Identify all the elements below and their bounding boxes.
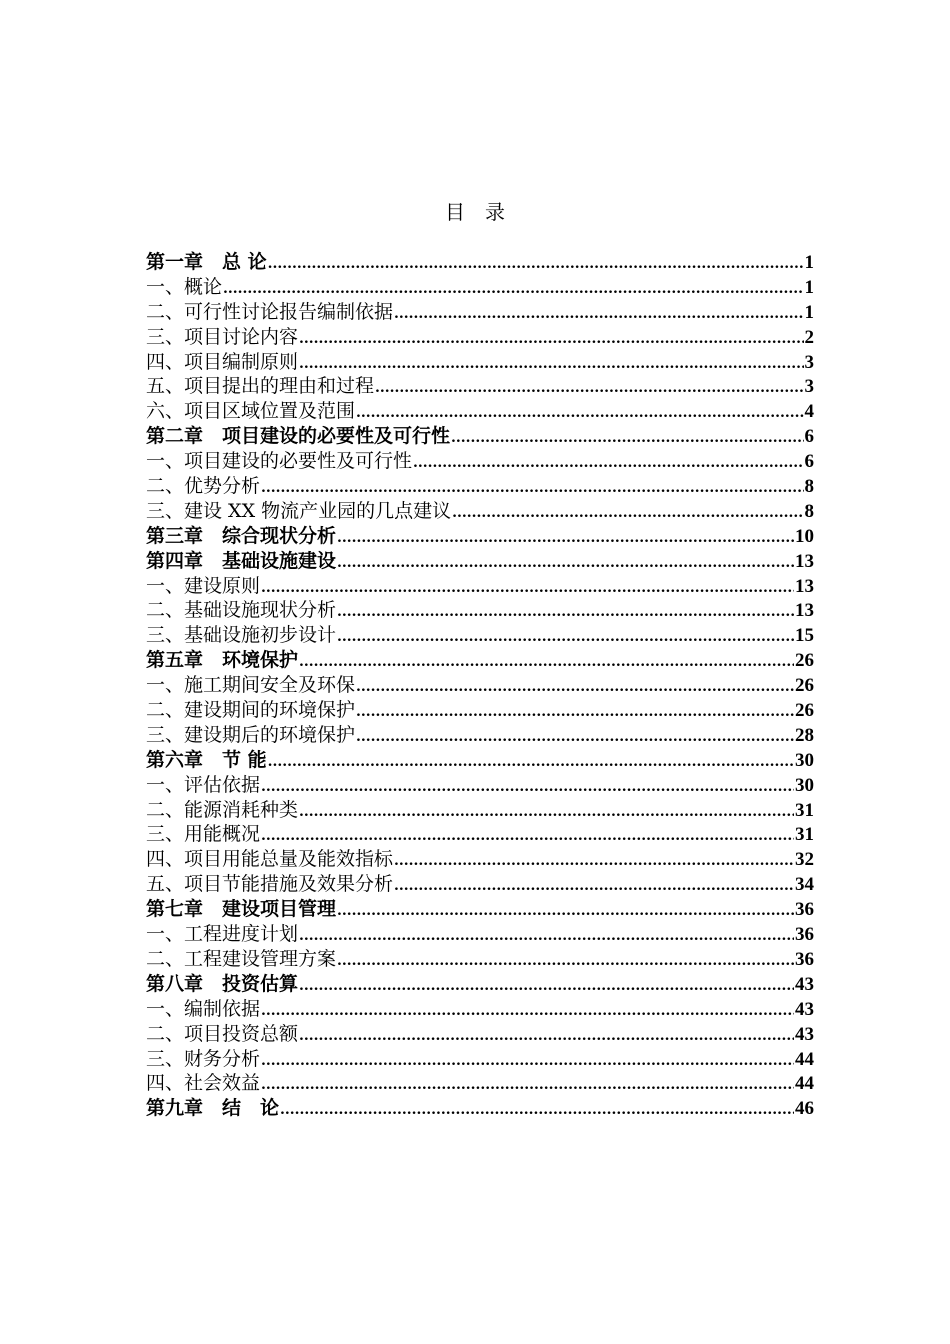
toc-page-number: 1 [804,252,814,273]
toc-page-number: 8 [804,476,814,498]
toc-entry-label: 五、项目提出的理由和过程 [146,375,375,398]
toc-page-number: 1 [804,301,814,323]
toc-entry-label: 二、可行性讨论报告编制依据 [146,300,394,323]
dot-leader [261,576,794,599]
toc-page-number: 2 [804,326,814,348]
toc-section-entry[interactable] [146,947,814,972]
toc-entry-label: 三、用能概况 [146,823,261,846]
toc-section-entry[interactable] [146,399,814,424]
toc-entry-label: 一、工程进度计划 [146,923,299,946]
toc-chapter-entry[interactable] [146,424,814,449]
toc-page-number: 13 [795,600,814,622]
toc-page-number: 31 [795,799,814,821]
toc-entry-label: 一、建设原则 [146,574,261,597]
toc-entry-label: 五、项目节能措施及效果分析 [146,873,394,896]
toc-page-number: 43 [795,973,814,995]
toc-page-number: 4 [804,401,814,423]
toc-entry-label: 二、优势分析 [146,475,261,498]
dot-leader [356,725,794,748]
toc-page-number: 36 [795,924,814,946]
toc-entry-label: 四、社会效益 [146,1072,261,1095]
toc-entry-label: 三、建设 XX 物流产业园的几点建议 [146,499,452,522]
toc-section-entry[interactable] [146,723,814,748]
toc-section-entry[interactable] [146,449,814,474]
toc-section-entry[interactable] [146,997,814,1022]
toc-section-entry[interactable] [146,574,814,599]
dot-leader [268,750,794,773]
dot-leader [337,899,794,922]
toc-page-number: 43 [795,1023,814,1045]
toc-section-entry[interactable] [146,1047,814,1072]
toc-page-number: 36 [795,948,814,970]
toc-page-number: 6 [804,426,814,448]
dot-leader [337,600,794,623]
toc-title [0,198,950,226]
dot-leader [356,401,803,424]
toc-chapter-entry[interactable] [146,549,814,574]
dot-leader [261,1073,794,1096]
toc-section-entry[interactable] [146,1022,814,1047]
toc-section-entry[interactable] [146,822,814,847]
dot-leader [337,625,794,648]
dot-leader [394,849,794,872]
toc-section-entry[interactable] [146,1071,814,1096]
dot-leader [261,824,794,847]
toc-section-entry[interactable] [146,798,814,823]
toc-entry-label: 四、项目用能总量及能效指标 [146,848,394,871]
toc-section-entry[interactable] [146,872,814,897]
toc-entry-label: 三、建设期后的环境保护 [146,723,356,746]
toc-section-entry[interactable] [146,598,814,623]
dot-leader [299,1024,794,1047]
dot-leader [299,352,803,375]
dot-leader [299,327,803,350]
toc-section-entry[interactable] [146,847,814,872]
dot-leader [337,551,794,574]
dot-leader [451,426,803,449]
toc-page-number: 44 [795,1048,814,1070]
toc-entry-label: 一、评估依据 [146,773,261,796]
dot-leader [261,476,803,499]
toc-entry-label: 一、概论 [146,275,223,298]
toc-page-number: 13 [795,550,814,572]
dot-leader [394,302,803,325]
toc-page-number: 8 [804,500,814,522]
toc-section-entry[interactable] [146,350,814,375]
toc-section-entry[interactable] [146,300,814,325]
toc-chapter-entry[interactable] [146,972,814,997]
toc-page-number: 3 [804,376,814,398]
dot-leader [268,252,804,275]
dot-leader [337,949,794,972]
dot-leader [452,501,803,524]
toc-entry-label: 一、编制依据 [146,997,261,1020]
toc-entry-label: 第三章 综合现状分析 [146,524,337,547]
toc-entry-label: 第六章 节 能 [146,748,267,771]
toc-page-number: 31 [795,824,814,846]
toc-entry-label: 第二章 项目建设的必要性及可行性 [146,425,451,448]
toc-page-number: 10 [795,525,814,547]
toc-page-number: 28 [795,724,814,746]
dot-leader [337,526,794,549]
table-of-contents [146,250,814,1121]
toc-page-number: 46 [795,1098,814,1120]
toc-entry-label: 二、基础设施现状分析 [146,599,337,622]
toc-page-number: 3 [804,351,814,373]
toc-entry-label: 二、能源消耗种类 [146,798,299,821]
dot-leader [394,874,794,897]
dot-leader [413,451,803,474]
toc-entry-label: 第八章 投资估算 [146,972,299,995]
toc-page-number: 32 [795,849,814,871]
toc-section-entry[interactable] [146,698,814,723]
toc-section-entry[interactable] [146,922,814,947]
toc-section-entry[interactable] [146,374,814,399]
toc-page-number: 26 [795,700,814,722]
toc-section-entry[interactable] [146,325,814,350]
toc-chapter-entry[interactable] [146,1096,814,1121]
toc-entry-label: 二、工程建设管理方案 [146,947,337,970]
dot-leader [356,675,794,698]
toc-entry-label: 三、项目讨论内容 [146,325,299,348]
toc-entry-label: 第四章 基础设施建设 [146,549,337,572]
toc-entry-label: 二、建设期间的环境保护 [146,699,356,722]
toc-section-entry[interactable] [146,673,814,698]
dot-leader [280,1098,794,1121]
toc-entry-label: 四、项目编制原则 [146,350,299,373]
dot-leader [356,700,794,723]
dot-leader [299,650,794,673]
dot-leader [375,376,803,399]
toc-entry-label: 第九章 结 论 [146,1097,280,1120]
toc-page-number: 34 [795,874,814,896]
dot-leader [299,974,794,997]
toc-entry-label: 二、项目投资总额 [146,1022,299,1045]
toc-title-text: 目 录 [445,200,505,224]
toc-page-number: 36 [795,899,814,921]
toc-section-entry[interactable] [146,499,814,524]
toc-page-number: 26 [795,650,814,672]
toc-page-number: 30 [795,749,814,771]
toc-entry-label: 第七章 建设项目管理 [146,898,337,921]
toc-chapter-entry[interactable] [146,648,814,673]
toc-section-entry[interactable] [146,275,814,300]
toc-section-entry[interactable] [146,773,814,798]
toc-chapter-entry[interactable] [146,897,814,922]
dot-leader [299,924,794,947]
toc-chapter-entry[interactable] [146,250,814,275]
dot-leader [299,800,794,823]
toc-page-number: 44 [795,1073,814,1095]
toc-chapter-entry[interactable] [146,748,814,773]
toc-page-number: 26 [795,675,814,697]
dot-leader [261,999,794,1022]
toc-entry-label: 一、项目建设的必要性及可行性 [146,450,413,473]
toc-entry-label: 三、基础设施初步设计 [146,624,337,647]
toc-page-number: 15 [795,625,814,647]
toc-page-number: 1 [804,276,814,298]
toc-section-entry[interactable] [146,623,814,648]
toc-entry-label: 三、财务分析 [146,1047,261,1070]
toc-page-number: 30 [795,774,814,796]
toc-entry-label: 一、施工期间安全及环保 [146,674,356,697]
dot-leader [223,277,803,300]
toc-entry-label: 六、项目区域位置及范围 [146,400,356,423]
toc-page-number: 43 [795,998,814,1020]
dot-leader [261,775,794,798]
toc-entry-label: 第五章 环境保护 [146,649,299,672]
toc-chapter-entry[interactable] [146,524,814,549]
toc-page-number: 6 [804,451,814,473]
toc-page-number: 13 [795,575,814,597]
dot-leader [261,1049,794,1072]
toc-entry-label: 第一章 总 论 [146,251,267,273]
toc-section-entry[interactable] [146,474,814,499]
